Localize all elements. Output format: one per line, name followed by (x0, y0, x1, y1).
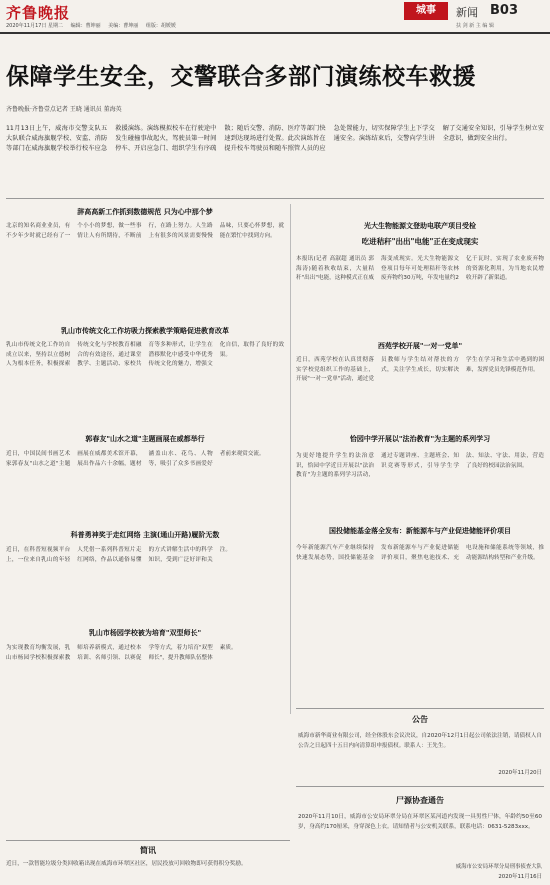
notice-body: 威海市新华商业有限公司，经全体股东会议决议，自2020年12月1日起公司依法注销，请债权人自公告之日起四十五日内向清算组申报债权。联系人：王先生。 (298, 733, 542, 749)
left-article-1-title: 辞高高新工作抓到数德规范 只为心中那个梦 (77, 208, 213, 216)
footer-divider (6, 840, 290, 841)
right-article-2-title: 西苑学校开展"一对一党单" (377, 342, 463, 350)
notice-2-title: 尸源协查通告 (396, 796, 444, 805)
divider (6, 198, 544, 199)
right-article-4-body: 今年新能源汽车产业继续保持快速发展态势，国投储能基金发布新能源车与产业促进储能评价项目，聚焦电池技术、充电设施和储能系统等领域，推动能源结构转型和产业升级。 (296, 545, 544, 561)
notice-divider-2 (296, 786, 544, 787)
brief-body: 近日，一款智能垃圾分类回收箱出现在威海市环翠区社区，居民投放可回收物即可获得积分奖励。 (6, 861, 247, 867)
masthead-logo: 齐鲁晚报 (6, 4, 71, 22)
right-article-2-body: 近日，西苑学校在认真贯彻落实学校党组织工作的基础上，开展"一对一党单"活动，通过党员教师与学生结对帮扶的方式，关注学生成长，切实解决学生在学习和生活中遇到的困难，发挥党员先锋模范作用。 (296, 357, 544, 383)
right-article-4-title: 国投储能基金落全发布：新能源车与产业促进储能评价项目 (329, 527, 511, 535)
left-article-2-body: 乳山市传统文化工作坊自成立以来，坚持以立德树人为根本任务，积极探索传统文化与学校教育相融合的有效途径，通过课堂教学、主题活动、家校共育等多种形式，让学生在潜移默化中感受中华优秀传统文化的魅力，增强文化自信，取得了良好的效果。 (6, 342, 284, 368)
left-article-1-body: 北京的知名商业业员，有不少年少时就已经有了一个小小的梦想，做一些事情让人有所期待，不断前行，在路上努力。人生路上有很多的风景需要慢慢品味，只要心怀梦想，就能在繁忙中找到方向。 (6, 223, 284, 239)
page-headline: 保障学生安全，交警联合多部门演练校车救援 (6, 64, 476, 90)
column-divider (290, 204, 291, 714)
page-code: B03 (490, 3, 518, 18)
right-article-3-body: 为更好地提升学生的法治意识，恰园中学近日开展以"法治教育"为主题的系列学习活动，通过专题讲座、主题班会、知识竞赛等形式，引导学生学法、知法、守法、用法，营造了良好的校园法治氛围。 (296, 453, 544, 479)
left-article-3-title: 郭春友"山水之道"主题画展在威都举行 (85, 435, 205, 443)
left-article-2-title: 乳山市传统文化工作坊吸力探索教学策略促进教育改革 (61, 327, 229, 335)
right-article-1-title: 光大生物能源文登助电联产项目受检 (364, 222, 476, 230)
section-name: 新闻 (456, 6, 478, 19)
section-tag: 城事 (404, 2, 448, 20)
left-article-4-title: 科普勇神奖于走红网络 主演(通山开路)履阶无数 (70, 531, 220, 539)
notice-divider (296, 708, 544, 709)
header-meta (6, 22, 182, 29)
notice-title: 公告 (412, 715, 428, 724)
left-article-5-title: 乳山市杨园学校被为培育"双型师长" (88, 629, 202, 637)
page-header (0, 0, 550, 34)
right-article-1-subtitle: 吃进秸秆"出出"电能"正在变成现实 (361, 237, 479, 246)
lead-article: 11月13日上午，威海市交警支队五大队联合威海旗舰学校、安监、消防等部门在威海旗舰学校举行校车应急救援演练。演练模拟校车在行驶途中发生碰撞事故起火，驾驶员第一时间停车、开启应急门、组织学生有序疏散；随后交警、消防、医疗等部门快速到达现场进行处置。此次演练旨在提升校车驾驶员和随车照管人员的应急处置能力，切实保障学生上下学交通安全。演练结束后，交警向学生讲解了交通安全知识，引导学生树立安全意识，做到安全出行。 (6, 125, 544, 152)
left-article-3-body: 近日，中国民间书画艺术家郭春友"山水之道"主题画展在威都美术馆开幕，展出作品六十余幅，题材涵盖山水、花鸟、人物等，吸引了众多书画爱好者前来观赏交流。 (6, 451, 265, 467)
left-article-4-body: 近日，在科普短视频平台上，一位来自乳山的年轻人凭借一系列科普短片走红网络，作品以通俗易懂的方式讲解生活中的科学知识，受到广泛好评和关注。 (6, 547, 231, 563)
notice-2-date: 2020年11月16日 (498, 874, 542, 880)
header-date: 2020年11月17日 星期二 (6, 23, 64, 29)
header-layout: 组版：胡媛媛 (145, 23, 176, 29)
header-designer: 美编：曹坤丽 (108, 23, 139, 29)
header-sub: 扶 剑 新 主 编 辑 (456, 23, 494, 29)
byline: 齐鲁晚报·齐鲁壹点记者 王晓 通讯员 董海英 (6, 106, 122, 113)
brief-title: 简讯 (140, 846, 156, 855)
notice-date: 2020年11月20日 (498, 770, 542, 776)
notice-2-sign: 威海市公安局环翠分局刑事侦查大队 (455, 864, 542, 870)
notice-2-body: 2020年11月10日，威海市公安局环翠分局在环翠区某河道内发现一具男性尸体，年龄约50至60岁，身高约170厘米，身穿深色上衣。请知情者与公安机关联系，联系电话：0631-5283xxx。 (298, 814, 542, 830)
left-article-5-body: 为实现教育均衡发展，乳山市杨园学校积极探索教师培养新模式，通过校本培训、名师引领、以赛促学等方式，着力培育"双型师长"，提升教师队伍整体素质。 (6, 645, 237, 661)
right-article-3-title: 恰园中学开展以"法治教育"为主题的系列学习 (349, 435, 491, 443)
right-article-1-body: 本报讯(记者 高淑超 通讯员 郭海涛)随着秋收结束，大量秸秆"出出"电能，这种模式正在威海变成现实。光大生物能源文登项目每年可处理秸秆等农林废弃物约30万吨，年发电量约2亿千瓦时，实现了农业废弃物的资源化利用，为当地农民增收开辟了新渠道。 (296, 256, 544, 282)
header-editor: 编辑：曹坤丽 (70, 23, 101, 29)
